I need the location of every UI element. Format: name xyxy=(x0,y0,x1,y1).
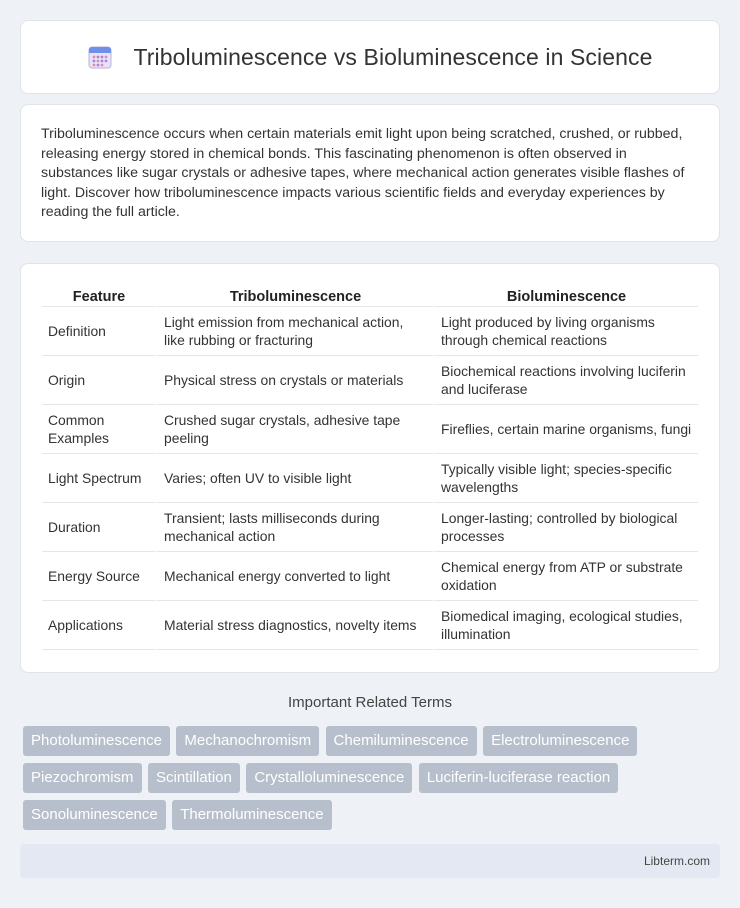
bio-cell: Biochemical reactions involving luciferin and luciferase xyxy=(433,356,698,405)
related-term-tag[interactable]: Luciferin-luciferase reaction xyxy=(419,763,618,793)
header-triboluminescence: Triboluminescence xyxy=(156,282,433,307)
related-term-tag[interactable]: Thermoluminescence xyxy=(172,800,331,830)
related-term-tag[interactable]: Chemiluminescence xyxy=(326,726,477,756)
feature-cell: Light Spectrum xyxy=(42,454,156,503)
feature-cell: Definition xyxy=(42,307,156,356)
related-term-tag[interactable]: Scintillation xyxy=(148,763,240,793)
table-row xyxy=(42,552,698,601)
header-bioluminescence: Bioluminescence xyxy=(433,282,698,307)
tribo-cell: Material stress diagnostics, novelty items xyxy=(156,601,433,650)
feature-cell: Origin xyxy=(42,356,156,405)
comparison-table-card xyxy=(20,263,720,673)
footer-site-link[interactable]: Libterm.com xyxy=(643,854,710,868)
related-term-tag[interactable]: Crystalloluminescence xyxy=(246,763,412,793)
feature-cell: Common Examples xyxy=(42,405,156,454)
table-row xyxy=(42,307,698,356)
feature-cell: Applications xyxy=(42,601,156,650)
tribo-cell: Transient; lasts milliseconds during mechanical action xyxy=(156,503,433,552)
bio-cell: Biomedical imaging, ecological studies, illumination xyxy=(433,601,698,650)
bio-cell: Typically visible light; species-specific wavelengths xyxy=(433,454,698,503)
related-term-tag[interactable]: Sonoluminescence xyxy=(23,800,166,830)
related-terms-title: Important Related Terms xyxy=(288,694,452,711)
related-term-tag[interactable]: Piezochromism xyxy=(23,763,142,793)
page-title: Triboluminescence vs Bioluminescence in Science xyxy=(133,43,653,70)
tribo-cell: Light emission from mechanical action, like rubbing or fracturing xyxy=(156,307,433,356)
tribo-cell: Physical stress on crystals or materials xyxy=(156,356,433,405)
related-term-tag[interactable]: Mechanochromism xyxy=(176,726,319,756)
table-header-row xyxy=(42,282,698,307)
table-row xyxy=(42,503,698,552)
feature-cell: Energy Source xyxy=(42,552,156,601)
related-terms-tags xyxy=(23,726,723,837)
comparison-table xyxy=(42,282,698,650)
footer xyxy=(20,844,720,878)
bio-cell: Fireflies, certain marine organisms, fungi xyxy=(433,405,698,454)
header-card xyxy=(20,20,720,94)
calendar-icon xyxy=(87,44,113,70)
bio-cell: Longer-lasting; controlled by biological processes xyxy=(433,503,698,552)
tribo-cell: Varies; often UV to visible light xyxy=(156,454,433,503)
tribo-cell: Mechanical energy converted to light xyxy=(156,552,433,601)
intro-card xyxy=(20,104,720,242)
bio-cell: Chemical energy from ATP or substrate oxidation xyxy=(433,552,698,601)
bio-cell: Light produced by living organisms through chemical reactions xyxy=(433,307,698,356)
table-row xyxy=(42,601,698,650)
related-term-tag[interactable]: Photoluminescence xyxy=(23,726,170,756)
table-row xyxy=(42,405,698,454)
header-feature: Feature xyxy=(42,282,156,307)
tribo-cell: Crushed sugar crystals, adhesive tape peeling xyxy=(156,405,433,454)
related-term-tag[interactable]: Electroluminescence xyxy=(483,726,637,756)
table-row xyxy=(42,454,698,503)
feature-cell: Duration xyxy=(42,503,156,552)
intro-text: Triboluminescence occurs when certain materials emit light upon being scratched, crushed, or rubbed, releasing energy stored in chemical bonds. This fascinating phenomenon is often observed in substances like sugar crystals or adhesive tapes, where mechanical action generates visible flashes of light. Discover how triboluminescence impacts various scientific fields and everyday experiences by reading the full article. xyxy=(41,126,685,221)
table-row xyxy=(42,356,698,405)
